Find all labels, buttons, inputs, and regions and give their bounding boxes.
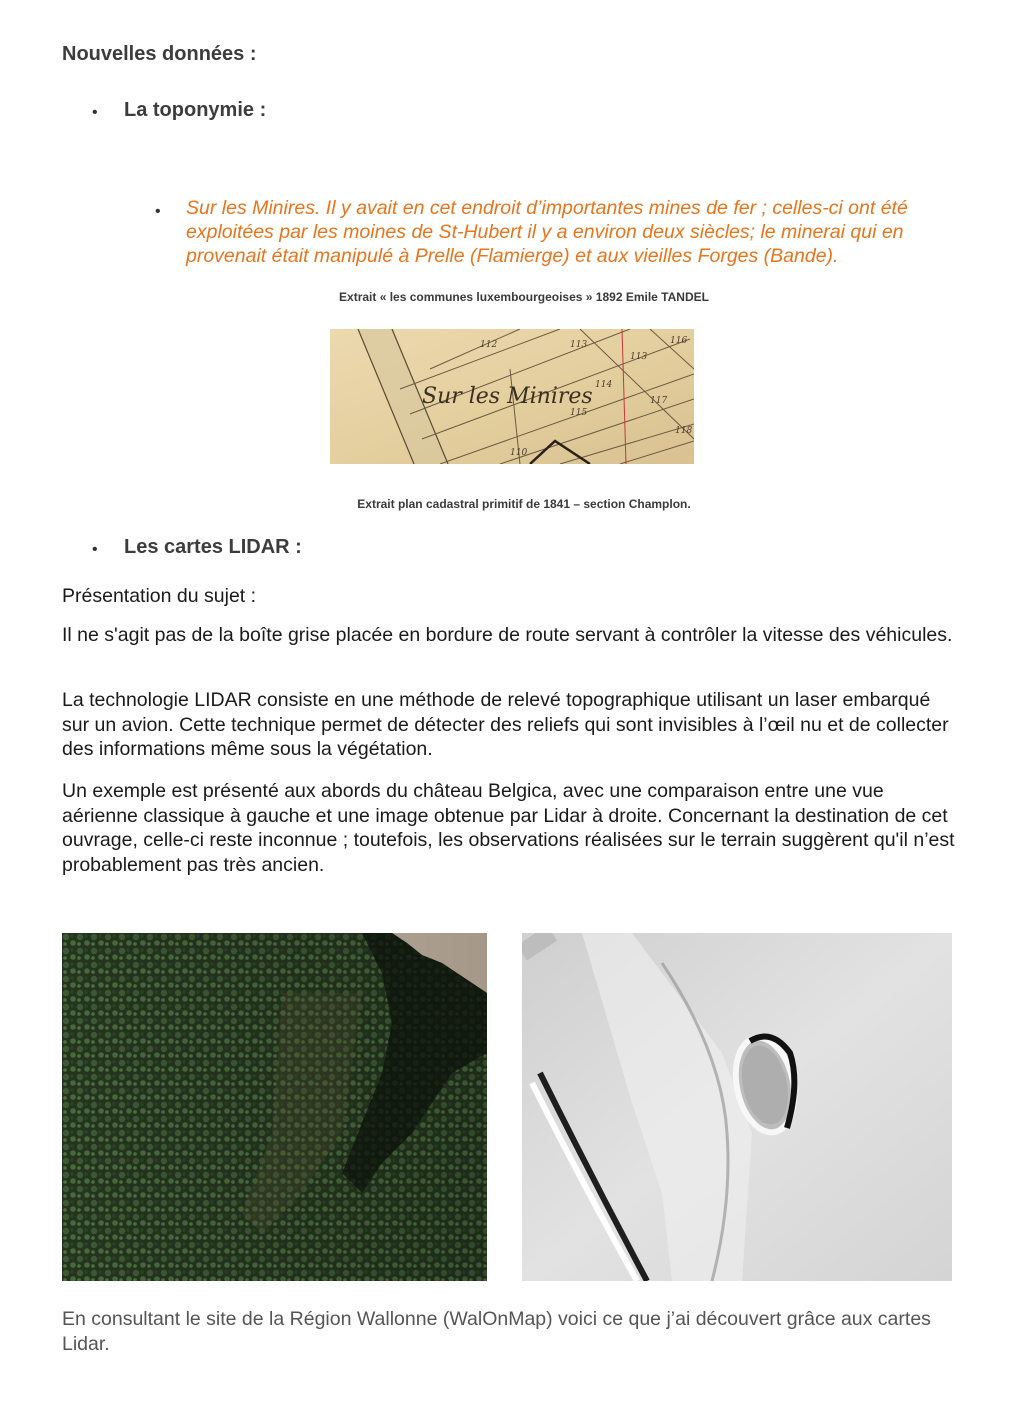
parcel-number: 113: [630, 352, 648, 362]
bullet-toponymie: •: [92, 104, 98, 121]
bullet-note: •: [155, 203, 161, 220]
parcel-number: 112: [480, 340, 498, 350]
paragraph-4: En consultant le site de la Région Wallonne (WalOnMap) voici ce que j’ai découvert grâce aux cartes Lidar.: [62, 1308, 931, 1355]
parcel-number: 116: [670, 336, 688, 346]
paragraph-3: Un exemple est présenté aux abords du château Belgica, avec une comparaison entre une vue aérienne classique à gauche et une image obtenue par Lidar à droite. Concernant la destination de cet ouvrage, celle-ci reste inconnue ; toutefois, les observations réalisées sur le terrain suggèrent qu'il n’est probablement pas très ancien.: [62, 780, 955, 876]
toponymie-note: Sur les Minires. Il y avait en cet endroit d’importantes mines de fer ; celles-ci ont été exploitées par les moines de St-Hubert il y a environ deux siècles; le minerai qui en provenait était manipulé à Prelle (Flamierge) et aux vieilles Forges (Bande).: [186, 197, 908, 267]
parcel-number: 114: [595, 380, 613, 390]
aerial-photo: [62, 933, 487, 1281]
bullet-lidar: •: [92, 541, 98, 558]
map-handwritten-label: Sur les Minires: [422, 384, 593, 409]
parcel-number: 115: [570, 408, 588, 418]
parcel-number: 117: [650, 396, 668, 406]
caption-cadastral: Extrait plan cadastral primitif de 1841 – section Champlon.: [357, 497, 691, 511]
parcel-number: 118: [675, 426, 693, 436]
parcel-number: 113: [570, 340, 588, 350]
paragraph-presentation: Présentation du sujet :: [62, 585, 257, 607]
page-heading: Nouvelles données :: [62, 43, 257, 65]
paragraph-2: La technologie LIDAR consiste en une méthode de relevé topographique utilisant un laser embarqué sur un avion. Cette technique permet de détecter des reliefs qui sont invisibles à l’œil nu et de collecter des informations même sous la végétation.: [62, 689, 949, 760]
cadastral-map-image: [330, 329, 694, 464]
paragraph-1: Il ne s'agit pas de la boîte grise placée en bordure de route servant à contrôler la vitesse des véhicules.: [62, 624, 953, 646]
section-title-toponymie: La toponymie :: [124, 99, 267, 121]
caption-tandel: Extrait « les communes luxembourgeoises » 1892 Emile TANDEL: [339, 290, 709, 304]
section-title-lidar: Les cartes LIDAR :: [124, 536, 302, 558]
lidar-image: [522, 933, 952, 1281]
parcel-number: 110: [510, 448, 528, 458]
